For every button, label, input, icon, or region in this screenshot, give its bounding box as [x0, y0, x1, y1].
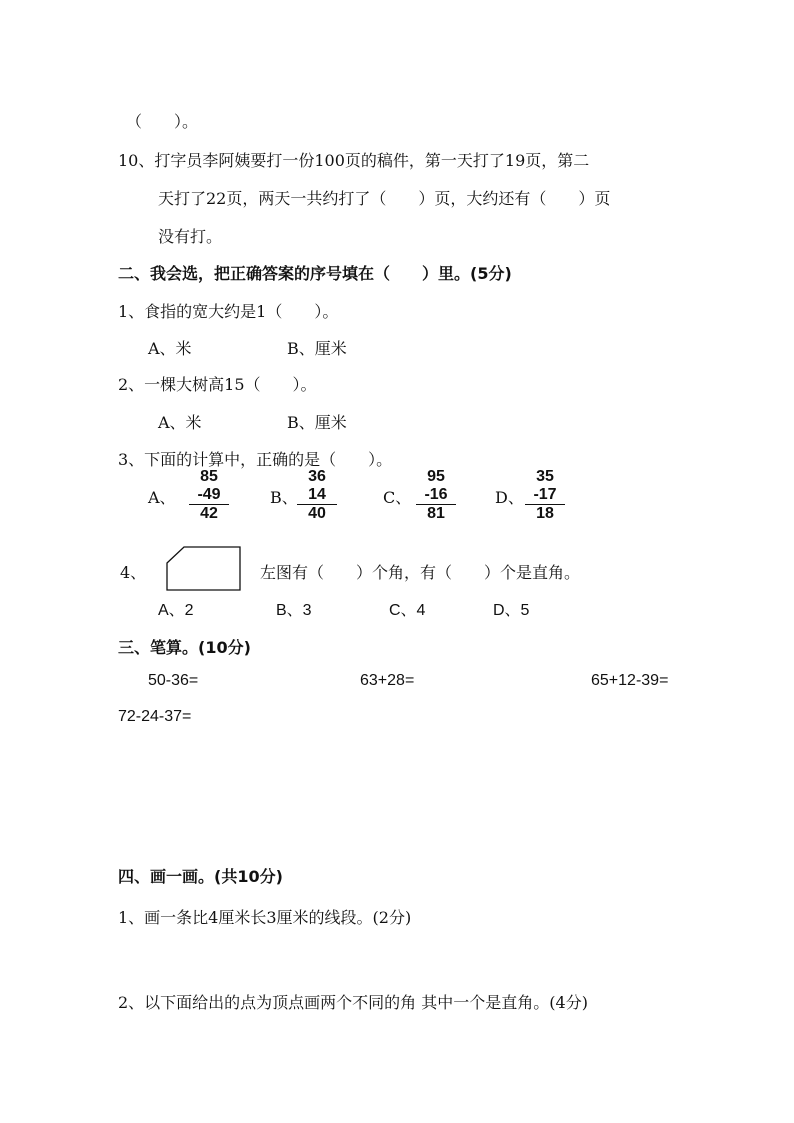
- question-2-2-stem: 2、一棵大树高15（ ）。: [118, 375, 317, 394]
- option-a-label: A、: [148, 488, 176, 507]
- calc-expression-1: 50-36=: [148, 672, 199, 689]
- calc-b-top: 36: [308, 468, 326, 485]
- pentagon-figure: [166, 546, 242, 592]
- option-d-label: D、: [495, 488, 524, 507]
- section-3-title: 三、笔算。(10分): [118, 638, 251, 657]
- question-2-1-stem: 1、食指的宽大约是1（ ）。: [118, 302, 339, 321]
- calc-expression-3: 65+12-39=: [591, 672, 669, 689]
- vertical-calc-d: [517, 468, 573, 523]
- question-10-line-1: 10、打字员李阿姨要打一份100页的稿件，第一天打了19页，第二: [118, 151, 590, 170]
- question-2-4-option-b: B、3: [276, 602, 312, 619]
- vertical-calc-b: [289, 468, 345, 523]
- question-2-2-option-b: B、厘米: [287, 413, 347, 432]
- calc-c-result: 81: [427, 505, 445, 522]
- calc-expression-4: 72-24-37=: [118, 708, 192, 725]
- question-10-line-2: 天打了22页，两天一共约打了（ ）页，大约还有（ ）页: [158, 189, 611, 208]
- calc-d-result: 18: [536, 505, 554, 522]
- question-2-4-text: 左图有（ ）个角，有（ ）个是直角。: [260, 563, 581, 582]
- vertical-calc-a: [181, 468, 237, 523]
- calc-a-result: 42: [200, 505, 218, 522]
- question-2-4-option-c: C、4: [389, 602, 426, 619]
- question-10-line-3: 没有打。: [158, 227, 223, 246]
- section-4-title: 四、画一画。(共10分): [118, 867, 283, 886]
- calc-a-subtrahend: -49: [189, 486, 229, 505]
- question-2-4-number: 4、: [120, 563, 147, 582]
- section-2-title: 二、我会选，把正确答案的序号填在（ ）里。(5分): [118, 264, 512, 283]
- question-2-1-option-b: B、厘米: [287, 339, 347, 358]
- question-4-1: 1、画一条比4厘米长3厘米的线段。(2分): [118, 908, 412, 927]
- option-c-label: C、: [383, 488, 412, 507]
- question-2-2-option-a: A、米: [158, 413, 202, 432]
- question-2-4-option-d: D、5: [493, 602, 530, 619]
- pentagon-outline: [167, 547, 240, 590]
- question-2-4-option-a: A、2: [158, 602, 194, 619]
- option-b-label: B、: [270, 488, 298, 507]
- calc-c-subtrahend: -16: [416, 486, 456, 505]
- question-2-3-stem: 3、下面的计算中，正确的是（ ）。: [118, 450, 393, 469]
- calc-d-top: 35: [536, 468, 554, 485]
- previous-question-answer-blank: （ ）。: [126, 112, 199, 131]
- calc-b-result: 40: [308, 505, 326, 522]
- question-2-1-option-a: A、米: [148, 339, 192, 358]
- calc-a-top: 85: [200, 468, 218, 485]
- calc-c-top: 95: [427, 468, 445, 485]
- vertical-calc-c: [408, 468, 464, 523]
- calc-d-subtrahend: -17: [525, 486, 565, 505]
- question-4-2: 2、以下面给出的点为顶点画两个不同的角 其中一个是直角。(4分): [118, 993, 588, 1012]
- calc-expression-2: 63+28=: [360, 672, 415, 689]
- calc-b-subtrahend: 14: [297, 486, 337, 505]
